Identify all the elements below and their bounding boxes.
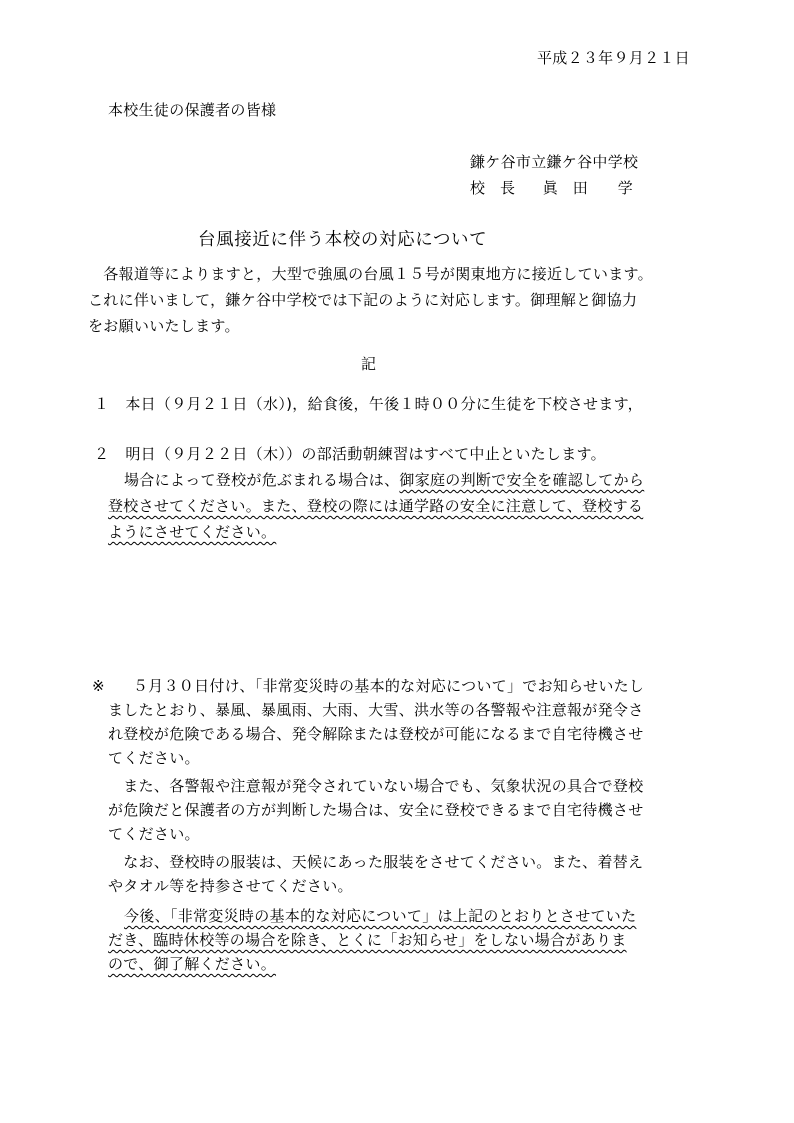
document-date: 平成２３年９月２１日 — [536, 49, 690, 67]
note-line: なお、登校時の服装は、天候にあった服装をさせてください。また、着替え — [108, 853, 644, 871]
note-emphasis: 今後、「非常変災時の基本的な対応について」は上記のとおりとさせていた — [124, 907, 637, 925]
note-emphasis: だき、臨時休校等の場合を除き、とくに「お知らせ」をしない場合がありま — [108, 931, 627, 949]
item-sub-line — [108, 494, 643, 518]
item-sub-line — [108, 468, 644, 492]
note-line: やタオル等を持参させてください。 — [108, 877, 353, 895]
sub-emphasis: 御家庭の判断で安全を確認してから — [399, 471, 645, 489]
note-text: ５月３０日付け、「非常変災時の基本的な対応について」でお知らせいたし — [132, 677, 645, 695]
sender-name: 眞 田 学 — [542, 179, 633, 197]
item-text: 本日（９月２１日（水）)，給食後，午後１時００分に生徒を下校させます， — [125, 395, 643, 413]
document-title: 台風接近に伴う本校の対応について — [198, 230, 488, 250]
sub-emphasis: ようにさせてください。 — [108, 523, 277, 541]
ki-heading: 記 — [361, 355, 377, 373]
intro-line: これに伴いまして，鎌ケ谷中学校では下記のように対応します。御理解と御協力 — [88, 291, 638, 309]
intro-line: をお願いいたします。 — [88, 317, 240, 335]
note-line — [108, 904, 636, 928]
sender-title: 校 長 — [470, 179, 516, 197]
note-line: てください。 — [108, 825, 200, 843]
list-item — [94, 442, 606, 466]
note-line: れ登校が危険である場合、発令解除または登校が可能になるまで自宅待機させ — [108, 725, 644, 743]
note-line — [92, 674, 644, 698]
item-sub-line — [108, 520, 276, 544]
note-line: また、各警報や注意報が発令されていない場合でも、気象状況の具合で登校 — [108, 777, 644, 795]
note-emphasis: ので、御了解ください。 — [108, 955, 277, 973]
sub-lead: 場合によって登校が危ぶまれる場合は、 — [124, 471, 400, 489]
note-line — [108, 952, 276, 976]
sender-principal — [470, 176, 633, 200]
list-item — [94, 392, 643, 416]
sub-emphasis: 登校させてください。また、登校の際には通学路の安全に注意して、登校する — [108, 497, 644, 515]
note-line: てください。 — [108, 749, 200, 767]
intro-line: 各報道等によりますと，大型で強風の台風１５号が関東地方に接近しています。 — [88, 265, 653, 283]
note-line: ましたとおり、暴風、暴風雨、大雨、大雪、洪水等の各警報や注意報が発令さ — [108, 701, 644, 719]
note-line — [108, 928, 627, 952]
item-number: １ — [94, 395, 110, 413]
note-line: が危険だと保護者の方が判断した場合は、安全に登校できるまで自宅待機させ — [108, 801, 644, 819]
addressee: 本校生徒の保護者の皆様 — [108, 101, 277, 119]
note-mark: ※ — [92, 677, 105, 695]
item-number: ２ — [94, 445, 110, 463]
item-text: 明日（９月２２日（木））の部活動朝練習はすべて中止といたします。 — [125, 445, 606, 463]
sender-school: 鎌ケ谷市立鎌ケ谷中学校 — [470, 153, 639, 171]
